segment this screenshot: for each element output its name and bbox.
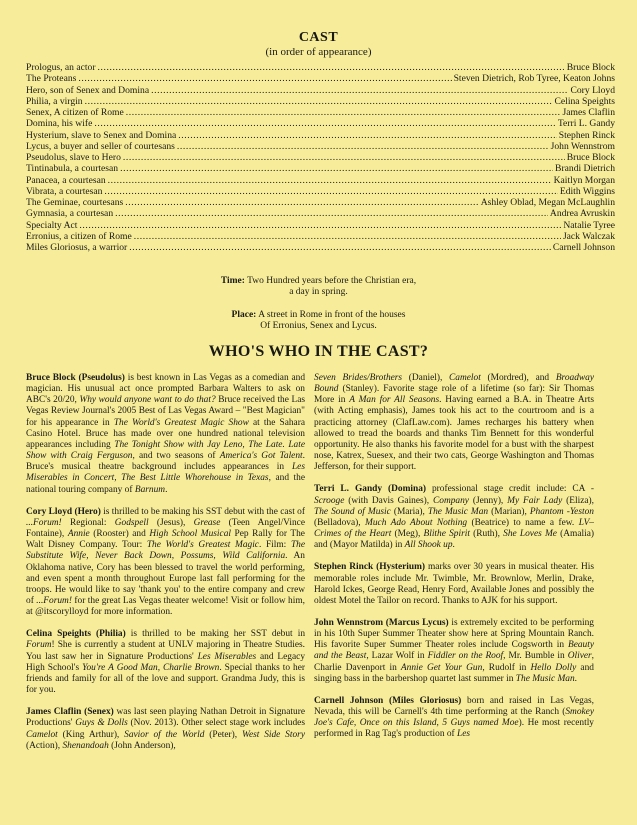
leader-dots [108, 175, 552, 186]
cast-actor: Terri L. Gandy [557, 118, 615, 130]
setting-time [0, 276, 637, 298]
bio-column-left [26, 373, 305, 763]
cast-list [26, 62, 615, 253]
cast-row [26, 85, 615, 96]
cast-actor: Ashley Oblad, Megan McLaughlin [480, 197, 615, 208]
whos-who-title: WHO'S WHO IN THE CAST? [208, 343, 429, 360]
setting-place [0, 310, 637, 332]
bio-james-claflin-cont: Seven Brides/Brothers (Daniel), Camelot (Mordred), and Broadway Bound (Stanley). Favorite stage role of a lifetime (so far): Sir Thomas More in A Man for All Seasons. Having earned a B.A. in Theatre Arts (with Acting emphasis), James took his act to the courtroom and is a practicing attorney (ClafLaw.com). James recharges his battery when allowed to tread the boards and thanks Tim Bennett for this wonderful opportunity. He also thanks his favorite model for a bust with the sharpest nose, Katrex, Suesex, and their two cats, George Washington and Thomas Jefferson, for their support. [314, 373, 595, 473]
place-line-2: Of Erronius, Senex and Lycus. [260, 321, 377, 331]
cast-actor: Andrea Avruskin [549, 208, 615, 220]
leader-dots [177, 141, 549, 152]
cast-row [26, 130, 615, 141]
bio-cory-lloyd: Cory Lloyd (Hero) is thrilled to be making his SST debut with the cast of ...Forum! Regional: Godspell (Jesus), Grease (Teen Angel/Vince Fontaine), Annie (Rooster) and High School Musical Pep Rally for The Walt Disney Company. Tour: The World's Greatest Magic. Film: The Substitute Wife, Never Back Down, Possums, Wild California. An Oklahoma native, Cory has been blessed to travel the world performing, and even spent a month throughout Europe last fall performing for the troops. He would like to say 'thank you' to the entire company and crew of ...Forum! for the great Las Vegas theater welcome! Visit or follow him, at @itscorylloyd for more information. [26, 506, 305, 618]
cast-row [26, 118, 615, 129]
time-line-1: Two Hundred years before the Christian era, [247, 276, 417, 286]
cast-role: The Proteans [26, 73, 77, 85]
cast-row [26, 141, 615, 152]
cast-row [26, 208, 615, 219]
cast-role: Vibrata, a courtesan [26, 185, 103, 197]
cast-role: Hysterium, slave to Senex and Domina [26, 129, 177, 141]
leader-dots [129, 242, 551, 253]
cast-actor: James Claflin [562, 107, 615, 118]
cast-actor: Bruce Block [566, 152, 615, 163]
cast-actor: Kaitlyn Morgan [553, 174, 615, 186]
cast-title: CAST [298, 30, 339, 45]
cast-role: Pseudolus, slave to Hero [26, 152, 121, 163]
cast-row [26, 186, 615, 197]
bio-celina-speights: Celina Speights (Philia) is thrilled to be making her SST debut in Forum! She is currently a student at UNLV majoring in Theatre Studies. You last saw her in Signature Productions' Les Miserables and Legacy High School's You're A Good Man, Charlie Brown. Special thanks to her friends and family for all of the love and support. Grandma Judy, this is for you. [26, 629, 306, 696]
cast-role: Hero, son of Senex and Domina [26, 84, 150, 96]
cast-role: Philia, a virgin [26, 95, 83, 107]
cast-role: Specialty Act [26, 219, 78, 231]
cast-role: Erronius, a citizen of Rome [26, 230, 132, 242]
leader-dots [104, 186, 557, 197]
leader-dots [120, 163, 553, 174]
bio-bruce-block: Bruce Block (Pseudolus) is best known in Las Vegas as a comedian and magician. His unusual act once prompted Barbara Walters to ask on ABC's 20/20, Why would anyone want to do that? Bruce received the Las Vegas Review Journal's 2005 Best of Las Vegas Award – "Best Magician" for his appearance in The World's Greatest Magic Show at the Sahara Casino Hotel. Bruce has made over one hundred national television appearances including The Tonight Show with Jay Leno, The Late. Late Show with Craig Ferguson, and two seasons of America's Got Talent. Bruce's musical theatre background includes appearances in Les Miserables in Concert, The Best Little Whorehouse in Texas, and the national touring company of Barnum. [26, 373, 306, 495]
leader-dots [134, 231, 561, 242]
cast-role: Miles Gloriosus, a warrior [26, 242, 128, 253]
bio-james-claflin: James Claflin (Senex) was last seen playing Nathan Detroit in Signature Productions' Guys & Dolls (Nov. 2013). Other select stage work includes Camelot (King Arthur), Savior of the World (Peter), West Side Story (Action), Shenandoah (John Anderson), [26, 707, 305, 751]
leader-dots [123, 152, 565, 163]
cast-actor: Brandi Dietrich [555, 163, 615, 175]
cast-row [26, 107, 615, 118]
cast-row [26, 62, 615, 73]
cast-role: Tintinabula, a courtesan [26, 163, 119, 175]
cast-role: Prologus, an actor [26, 62, 96, 73]
bio-john-wennstrom: John Wennstrom (Marcus Lycus) is extremely excited to be performing in his 10th Super Summer Theater show here at Spring Mountain Ranch. His favorite Super Summer Theater roles include Cogsworth in Beauty and the Beast, Lazar Wolf in Fiddler on the Roof, Mr. Bumble in Oliver, Charlie Davenport in Annie Get Your Gun, Rudolf in Hello Dolly and singing bass in the barbershop quartet last summer in The Music Man. [314, 617, 595, 684]
cast-role: Senex, A citizen of Rome [26, 107, 124, 118]
cast-actor: Edith Wiggins [559, 185, 615, 197]
leader-dots [79, 220, 561, 231]
cast-actor: Carnell Johnson [552, 242, 615, 253]
cast-row [26, 73, 615, 84]
leader-dots [94, 118, 556, 129]
cast-actor: Jack Walczak [562, 230, 615, 242]
place-line-1: A street in Rome in front of the houses [258, 310, 406, 320]
place-label: Place: [231, 310, 257, 320]
cast-role: Domina, his wife [26, 118, 93, 130]
cast-role: Panacea, a courtesan [26, 174, 106, 186]
leader-dots [151, 85, 568, 96]
leader-dots [126, 107, 561, 118]
leader-dots [125, 197, 478, 208]
leader-dots [78, 73, 451, 84]
time-line-2: a day in spring. [289, 287, 348, 297]
leader-dots [178, 130, 556, 141]
cast-row [26, 163, 615, 174]
cast-actor: Steven Dietrich, Rob Tyree, Keaton Johns [453, 73, 615, 85]
cast-actor: Cory Lloyd [570, 84, 615, 96]
cast-role: Gymnasia, a courtesan [26, 208, 114, 220]
leader-dots [85, 96, 553, 107]
bio-terri-gandy: Terri L. Gandy (Domina) professional stage credit include: CA - Scrooge (with Davis Gaines), Company (Jenny), My Fair Lady (Eliza), The Sound of Music (Maria), The Music Man (Marian), Phantom -Yeston (Belladova), Much Ado About Nothing (Beatrice) to name a few. LV–Crimes of the Heart (Meg), Blithe Spirit (Ruth), She Loves Me (Amalia) and (Mayor Matilda) in All Shook up. [314, 484, 594, 551]
cast-row [26, 175, 615, 186]
cast-row [26, 152, 615, 163]
bio-stephen-rinck: Stephen Rinck (Hysterium) marks over 30 years in musical theater. His memorable roles include Mr. Twimble, Mr. Brownlow, Merlin, Drake, Harold Ickes, George Read, Henry Ford, Available Jones and possibly the oldest Motel the Tailor on record. Thanks to AJK for his support. [314, 562, 594, 606]
cast-row [26, 231, 615, 242]
cast-row [26, 96, 615, 107]
cast-role: Lycus, a buyer and seller of courtesans [26, 140, 175, 152]
leader-dots [98, 62, 565, 73]
bio-carnell-johnson: Carnell Johnson (Miles Gloriosus) born and raised in Las Vegas, Nevada, this will be Carnell's 4th time performing at the Ranch (Smokey Joe's Cafe, Once on this Island, 5 Guys named Moe). He most recently performed in Rag Tag's production of Les [314, 695, 594, 740]
cast-role: The Geminae, courtesans [26, 197, 124, 208]
cast-row [26, 220, 615, 231]
cast-row [26, 197, 615, 208]
leader-dots [115, 208, 548, 219]
cast-actor: Natalie Tyree [563, 219, 615, 231]
cast-actor: Celina Speights [554, 95, 615, 107]
time-label: Time: [220, 276, 245, 286]
bio-column-right [314, 373, 594, 752]
cast-subtitle: (in order of appearance) [265, 46, 372, 58]
cast-row [26, 242, 615, 253]
cast-actor: Bruce Block [566, 62, 615, 73]
cast-actor: Stephen Rinck [558, 129, 615, 141]
cast-actor: John Wennstrom [550, 140, 615, 152]
